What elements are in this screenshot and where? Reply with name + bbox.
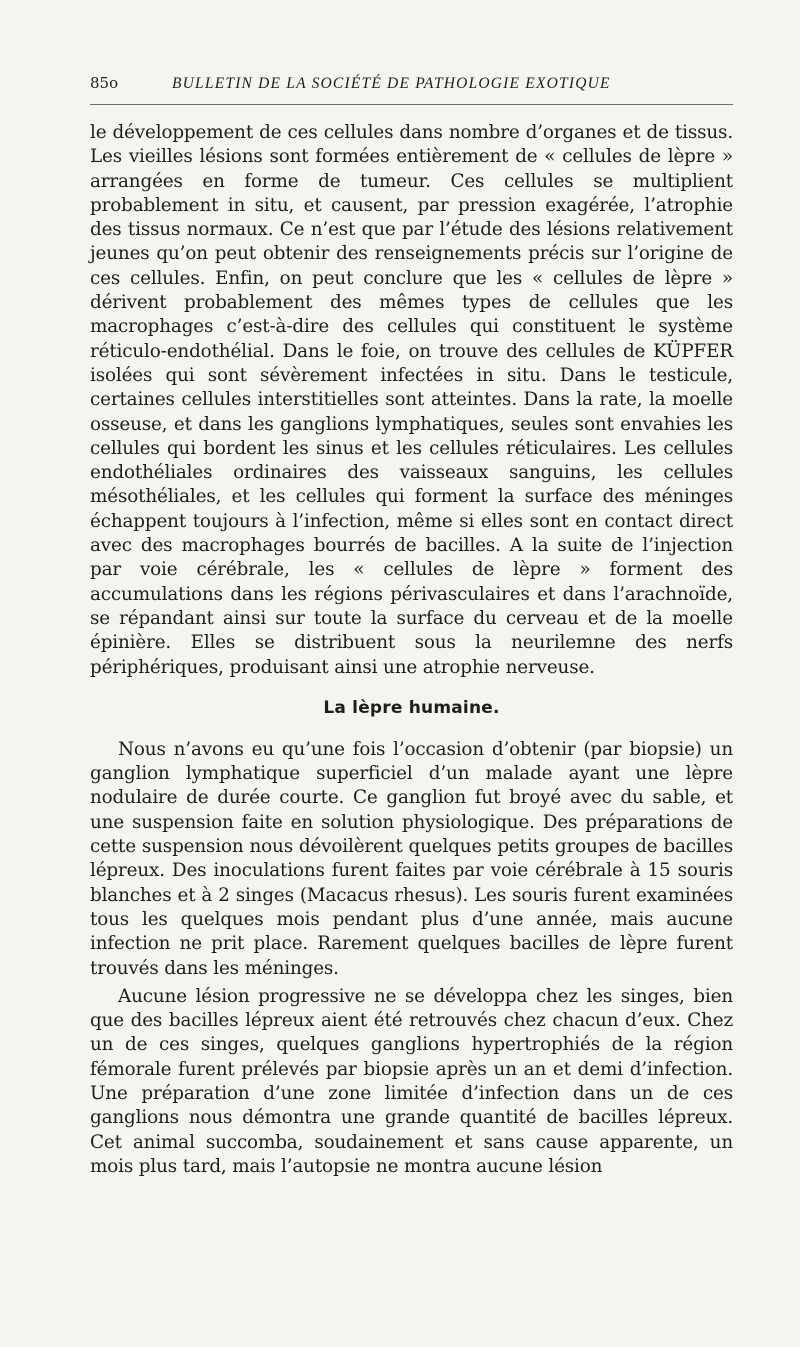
journal-title: BULLETIN DE LA SOCIÉTÉ DE PATHOLOGIE EXOTIQUE <box>172 75 611 92</box>
paragraph-1: le développement de ces cellules dans nombre d’organes et de tissus. Les vieilles lésions sont formées entièrement de « cellules de lèpre » arrangées en forme de tumeur. Ces cellules se multiplient probablement in situ, et causent, par pression exagérée, l’atrophie des tissus normaux. Ce n’est que par l’étude des lésions relativement jeunes qu’on peut obtenir des renseignements précis sur l’origine de ces cellules. Enfin, on peut conclure que les « cellules de lèpre » dérivent probablement des mêmes types de cellules que les macrophages c’est-à-dire des cellules qui constituent le système réticulo-endothélial. Dans le foie, on trouve des cellules de KÜPFER isolées qui sont sévèrement infectées in situ. Dans le testicule, certaines cellules interstitielles sont atteintes. Dans la rate, la moelle osseuse, et dans les ganglions lymphatiques, seules sont envahies les cellules qui bordent les sinus et les cellules réticulaires. Les cellules endothéliales ordinaires des vaisseaux sanguins, les cellules mésothéliales, et les cellules qui forment la surface des méninges échappent toujours à l’infection, même si elles sont en contact direct avec des macrophages bourrés de bacilles. A la suite de l’injection par voie cérébrale, les « cellules de lèpre » forment des accumulations dans les régions périvasculaires et dans l’arachnoïde, se répandant ainsi sur toute la surface du cerveau et de la moelle épinière. Elles se distribuent sous la neurilemne des nerfs périphériques, produisant ainsi une atrophie nerveuse. <box>90 122 733 678</box>
header-rule <box>90 104 733 105</box>
page <box>90 74 733 1179</box>
paragraph-3: Aucune lésion progressive ne se développa chez les singes, bien que des bacilles lépreux aient été retrouvés chez chacun d’eux. Chez un de ces singes, quelques ganglions hypertrophiés de la région fémorale furent prélevés par biopsie après un an et demi d’infection. Une préparation d’une zone limitée d’infection dans un de ces ganglions nous démontra une grande quantité de bacilles lépreux. Cet animal succomba, soudainement et sans cause apparente, un mois plus tard, mais l’autopsie ne montra aucune lésion <box>90 985 733 1177</box>
paragraph-2: Nous n’avons eu qu’une fois l’occasion d’obtenir (par biopsie) un ganglion lymphatique superficiel d’un malade ayant une lèpre nodulaire de durée courte. Ce ganglion fut broyé avec du sable, et une suspension faite en solution physiologique. Des préparations de cette suspension nous dévoilèrent quelques petits groupes de bacilles lépreux. Des inoculations furent faites par voie cérébrale à 15 souris blanches et à 2 singes (Macacus rhesus). Les souris furent examinées tous les quelques mois pendant plus d’une année, mais aucune infection ne prit place. Rarement quelques bacilles de lèpre furent trouvés dans les méninges. <box>90 738 733 979</box>
running-head <box>90 74 733 102</box>
page-number: 85o <box>90 74 119 92</box>
section-heading: La lèpre humaine. <box>323 697 500 718</box>
